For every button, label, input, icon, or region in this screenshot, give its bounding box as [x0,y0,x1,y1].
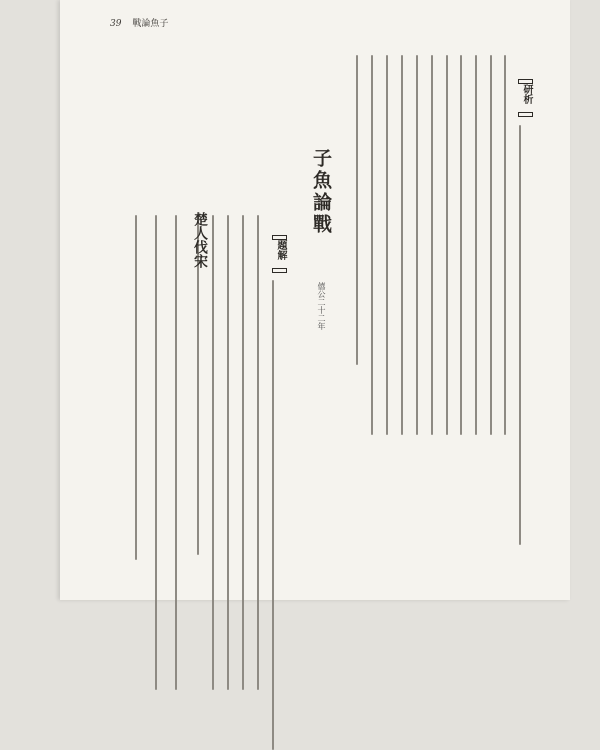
text-column [257,215,259,690]
text-column [431,55,433,435]
label-bracket-bottom [518,112,533,117]
text-column [401,55,403,435]
section-date: 僖公二十二年 [317,282,326,330]
text-column [475,55,477,435]
text-column [155,215,157,690]
text-column [490,55,492,435]
text-column [227,215,229,690]
text-column [386,55,388,435]
text-column [446,55,448,435]
text-column [416,55,418,435]
book-title: 戰論魚子 [132,19,169,29]
label-bracket-bottom [272,268,287,273]
text-column [519,125,521,545]
text-column [504,55,506,435]
page-number: 39 [110,19,122,29]
text-column [371,55,373,435]
text-column [272,280,274,750]
text-column [460,55,462,435]
body-text-start: 楚人伐宋 [192,212,208,268]
text-column [175,215,177,690]
text-column [135,215,137,560]
text-column [356,55,358,365]
book-page [60,0,570,600]
text-column [212,215,214,690]
text-column [242,215,244,690]
running-header [110,16,168,29]
analysis-label: 研析 [521,84,532,104]
explanation-label: 題解 [275,240,286,260]
section-title: 子魚論戰 [310,148,332,236]
